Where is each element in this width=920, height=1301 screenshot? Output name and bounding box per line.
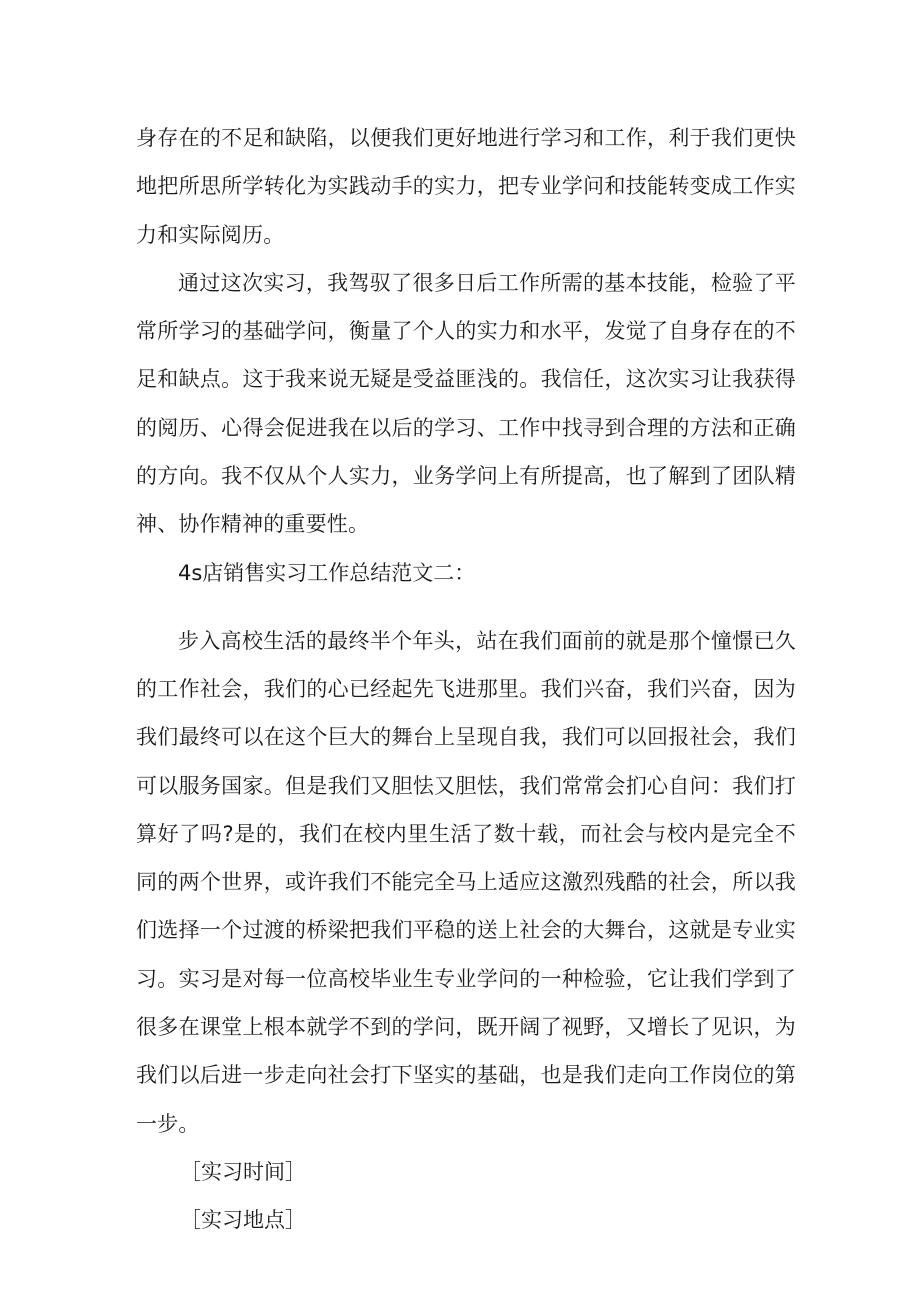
internship-location-label: ［实习地点］ (180, 1207, 306, 1232)
paragraph-internship-summary: 通过这次实习，我驾驭了很多日后工作所需的基本技能，检验了平常所学习的基础学问，衡量了个人的实力和水平，发觉了自身存在的不足和缺点。这于我来说无疑是受益匪浅的。我信任，这次实习让我获得的阅历、心得会促进我在以后的学习、工作中找寻到合理的方法和正确的方向。我不仅从个人实力，业务学问上有所提高，也了解到了团队精神、协作精神的重要性。 (136, 270, 796, 537)
paragraph-continued: 身存在的不足和缺陷，以便我们更好地进行学习和工作，利于我们更快地把所思所学转化为实践动手的实力，把专业学问和技能转变成工作实力和实际阅历。 (136, 126, 796, 247)
section-heading: 4s店销售实习工作总结范文二： (178, 560, 476, 585)
paragraph-sample-two: 步入高校生活的最终半个年头，站在我们面前的就是那个憧憬已久的工作社会，我们的心已经起先飞进那里。我们兴奋，我们兴奋，因为我们最终可以在这个巨大的舞台上呈现自我，我们可以回报社会，我们可以服务国家。但是我们又胆怯又胆怯，我们常常会扪心自问：我们打算好了吗?是的，我们在校内里生活了数十载，而社会与校内是完全不同的两个世界，或许我们不能完全马上适应这激烈残酷的社会，所以我们选择一个过渡的桥梁把我们平稳的送上社会的大舞台，这就是专业实习。实习是对每一位高校毕业生专业学问的一种检验，它让我们学到了很多在课堂上根本就学不到的学问，既开阔了视野，又增长了见识，为我们以后进一步走向社会打下坚实的基础，也是我们走向工作岗位的第一步。 (136, 628, 796, 1136)
spacer (136, 597, 796, 617)
internship-time-label: ［实习时间］ (180, 1159, 306, 1184)
document-body (136, 114, 796, 1244)
